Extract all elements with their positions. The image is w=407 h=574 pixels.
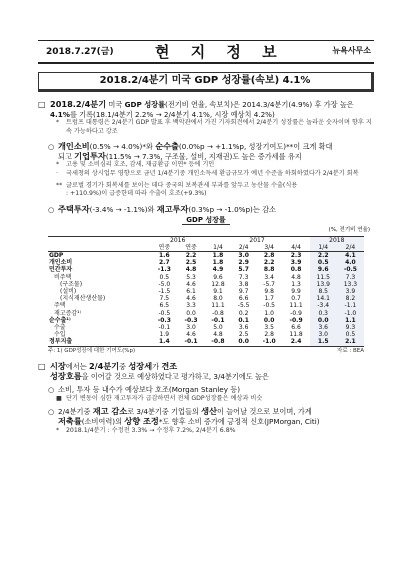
table-cell: 9.7 xyxy=(238,288,249,296)
table-row xyxy=(48,281,364,288)
office-name: 뉴욕사무소 xyxy=(332,46,371,55)
table-cell: 0.2 xyxy=(238,309,249,317)
table-cell: 13.3 xyxy=(337,281,364,288)
table-row xyxy=(48,252,364,260)
table-cell: 0.3 xyxy=(310,310,337,317)
table-cell: 8.8 xyxy=(263,266,275,274)
table-cell: 13.9 xyxy=(310,281,337,288)
table-cell: 1.6 xyxy=(159,252,170,259)
row-label: 비주택 xyxy=(54,273,72,281)
row-label: 재고증감¹⁾ xyxy=(54,309,82,317)
table-cell: 4.9 xyxy=(212,266,224,274)
item-trade: ○ 주택투자(-3.4% → -1.1%)와 재고투자(0.3%p → -1.0%p)는 감소 xyxy=(48,203,276,214)
table-row xyxy=(48,317,364,324)
table-cell: 0.5 xyxy=(310,259,337,266)
table-cell: 0.5 xyxy=(159,273,170,281)
table-cell: 3.6 xyxy=(238,324,249,332)
table-row xyxy=(48,295,364,302)
table-cell: 0.0 xyxy=(310,317,337,324)
table-cell: 1.1 xyxy=(337,317,364,324)
table-cell: 9.1 xyxy=(213,288,223,296)
year-2016: 2016 xyxy=(151,236,204,244)
consumer-note: ■ 단기 변동이 심한 재고투자가 급감하면서 전체 GDP성장률은 예상과 비슷 xyxy=(56,395,263,403)
table-cell: 9.3 xyxy=(337,324,364,331)
table-unit: (%, 전기비 연율) xyxy=(328,227,370,233)
circle-bullet-icon: ○ xyxy=(48,142,55,151)
table-cell: -5.7 xyxy=(263,280,275,288)
row-label: 수출 xyxy=(54,324,66,332)
table-cell: 7.3 xyxy=(238,273,249,281)
table-cell: 5.7 xyxy=(238,266,249,274)
consumption-note-1: * 고용 및 소비심리 호조, 감세, 재급환급 이연* 등에 기인 xyxy=(56,161,215,169)
table-cell: -1.5 xyxy=(158,288,171,296)
table-cell: 2.5 xyxy=(185,259,197,267)
table-footnote: 주: 1) GDP성장에 대한 기여도(%p) 자료 : BEA xyxy=(48,347,364,354)
table-row xyxy=(48,259,364,266)
table-cell: 1.8 xyxy=(212,252,224,259)
table-cell: 11.1 xyxy=(289,302,303,310)
table-cell: 1.7 xyxy=(264,295,274,303)
section-1-note: * 트럼프 대통령은 2/4분기 GDP 발표 후 백악관에서 가진 기자회견에서 2/4분기 성장률은 놀라운 숫자이며 향후 지속 가능하다고 강조 xyxy=(56,119,372,135)
table-cell: -0.9 xyxy=(290,309,302,317)
table-cell: 3.0 xyxy=(310,331,337,338)
circle-bullet-icon: ○ xyxy=(48,407,55,417)
table-cell: 1.0 xyxy=(264,309,274,317)
table-cell: 2.3 xyxy=(290,252,302,259)
table-cell: 3.3 xyxy=(186,302,196,310)
table-cell: 2.1 xyxy=(337,338,364,346)
table-cell: 2.7 xyxy=(159,259,170,267)
table-cell: 3.5 xyxy=(264,324,274,332)
square-bullet-icon: □ xyxy=(38,362,46,372)
item-consumer: ○ 소비, 투자 등 내수가 예상보다 호조(Morgan Stanley 등) xyxy=(48,385,240,395)
table-cell: 9.6 xyxy=(310,266,337,273)
row-label: 순수출¹⁾ xyxy=(49,316,71,324)
table-cell: 0.8 xyxy=(290,266,302,274)
table-cell: 1.3 xyxy=(291,280,301,288)
section-1 xyxy=(38,100,374,119)
circle-bullet-icon: ○ xyxy=(48,204,55,214)
gdp-table: 2016 2017 2018 연중 연중 1/4 2/4 3/4 4/4 1/4 2/4 GDP 1.6 2.2 1.8 3.0 2.8 2.3 2.2 4.1 개인소비 2.7 2.5 1.8 2.9 2.2 3.9 0.5 4.0 민간투자 -1.3 4.8 4.9 5.7 8.8 0.8 9.6 -0.5 비주택 0.5 5.3 9.6 7.3 3.4 4.8 11.5 7.3 (구조물) -5.0 4.6 12.8 3.8 -5.7 1.3 13.9 13.3 (설비) -1.5 6.1 9.1 9.7 9.8 9.9 8.5 3.9 (지식재산생산물) 7.5 4.6 8.0 6.6 1.7 0.7 14.1 8.2 주택 6.5 3.3 11.1 -5.5 -0.5 11.1 -3.4 -1.1 재고증감¹⁾ -0.5 0.0 -0.8 0.2 1.0 -0.9 0.3 -1.0 순수출¹⁾ -0.3 -0.3 -0.1 0.1 0.0 -0.9 0.0 1.1 수출 -0.1 3.0 5.0 3.6 3.5 6.6 3.6 9.3 수입 1.9 4.6 4.8 2.5 2.8 11.8 3.0 0.5 정부지출 1.4 -0.1 -0.8 0.0 -1.0 2.4 1.5 2.1 xyxy=(48,236,364,347)
circle-bullet-icon: ○ xyxy=(48,385,55,395)
table-row xyxy=(48,310,364,317)
table-cell: 4.6 xyxy=(186,280,196,288)
report-title: 현 지 정 보 xyxy=(155,43,285,61)
table-cell: 3.8 xyxy=(238,280,249,288)
table-cell: 9.9 xyxy=(291,288,301,296)
table-cell: -0.3 xyxy=(157,316,171,324)
table-cell: 5.3 xyxy=(186,273,196,281)
table-cell: 5.0 xyxy=(213,324,223,332)
table-row xyxy=(48,324,364,331)
header-rule-bottom xyxy=(38,62,374,64)
table-cell: 0.0 xyxy=(232,338,256,346)
table-cell: 6.1 xyxy=(186,288,196,296)
year-2018: 2018 xyxy=(310,236,364,244)
table-cell: 11.1 xyxy=(211,302,225,310)
table-cell: 3.9 xyxy=(290,259,302,267)
section-2: □ 시장에서는 2/4분기중 성장세가 견조 성장호름을 이어갈 것으로 예상하였다고 평가하고, 3/4분기에도 높은 xyxy=(38,361,269,381)
table-cell: 7.5 xyxy=(159,295,170,303)
table-cell: -0.9 xyxy=(289,316,303,324)
table-cell: -5.5 xyxy=(237,302,250,310)
row-label: GDP xyxy=(49,252,64,259)
table-cell: 1.4 xyxy=(151,338,178,346)
table-cell: -1.3 xyxy=(157,266,171,274)
table-cell: 6.5 xyxy=(159,302,170,310)
table-cell: 11.8 xyxy=(289,331,303,339)
table-cell: -0.1 xyxy=(178,338,205,346)
table-cell: -0.8 xyxy=(204,338,231,346)
table-cell: 14.1 xyxy=(310,295,337,302)
table-cell: -5.0 xyxy=(158,280,171,288)
table-cell: 8.0 xyxy=(213,295,223,303)
inventory-note: * 2018.1/4분기 : 수정전 3.3% → 수정후 7.2%, 2/4분기 6.8% xyxy=(56,426,236,434)
table-cell: 0.7 xyxy=(291,295,301,303)
row-label: 민간투자 xyxy=(49,266,73,274)
table-cell: -0.1 xyxy=(158,324,171,332)
table-cell: 2.4 xyxy=(283,338,310,346)
table-cell: 4.8 xyxy=(291,273,301,281)
table-row xyxy=(48,338,364,346)
table-cell: 6.6 xyxy=(238,295,249,303)
table-row xyxy=(48,302,364,309)
row-label: 수입 xyxy=(54,331,66,339)
table-title: GDP 성장률 xyxy=(38,216,374,226)
gdp-table-body xyxy=(48,252,364,347)
year-2017: 2017 xyxy=(204,236,309,244)
row-label: (설비) xyxy=(60,288,77,296)
table-cell: 8.5 xyxy=(310,288,337,295)
row-label: (지식재산생산물) xyxy=(60,295,106,303)
consumption-note-3: ** 글로벌 경기가 회복세를 보이는 데다 중국의 보복관세 부과를 앞두고 농산물 수출(식용 : +110.9%)이 급증한데 따라 수출이 호조(+9.3%) xyxy=(56,182,298,198)
table-cell: 7.3 xyxy=(337,274,364,281)
table-cell: -0.5 xyxy=(158,309,171,317)
table-cell: -0.8 xyxy=(212,309,224,317)
table-row xyxy=(48,266,364,273)
table-cell: 4.8 xyxy=(185,266,197,274)
table-cell: 4.1 xyxy=(337,252,364,260)
headline-box: 2018.2/4분기 미국 GDP 성장률(속보) 4.1% xyxy=(38,72,374,92)
table-row xyxy=(48,331,364,338)
row-label: (구조물) xyxy=(60,280,83,288)
table-cell: 1.5 xyxy=(310,338,337,346)
table-cell: 8.2 xyxy=(337,295,364,302)
item-consumption: ○ 개인소비(0.5% → 4.0%)*와 순수출(0.0%p → +1.1%p, 성장기여도)**이 크게 확대 되고 기업투자(11.5% → 7.3%, 구조물, 설비, 지재권)도 높은 증가세를 유지 xyxy=(48,141,333,161)
table-cell: 2.8 xyxy=(263,252,275,259)
table-cell: 2.9 xyxy=(238,259,249,267)
table-cell: 1.8 xyxy=(212,259,224,267)
table-cell: 3.0 xyxy=(186,324,196,332)
table-cell: 0.0 xyxy=(263,316,275,324)
table-cell: 9.6 xyxy=(213,273,223,281)
table-cell: 3.0 xyxy=(238,252,249,259)
table-cell: 4.0 xyxy=(337,259,364,266)
table-cell: -3.4 xyxy=(310,302,337,309)
table-cell: 2.2 xyxy=(263,259,275,267)
table-cell: 12.8 xyxy=(211,280,225,288)
table-cell: 2.8 xyxy=(264,331,274,339)
table-cell: 4.6 xyxy=(186,295,196,303)
table-cell: -0.5 xyxy=(337,266,364,273)
table-cell: 2.2 xyxy=(310,252,337,260)
table-cell: 3.4 xyxy=(264,273,274,281)
row-label: 개인소비 xyxy=(49,259,73,267)
section-1-text: 2018.2/4분기 미국 GDP 성장률(전기비 연율, 속보치)은 2014.3/4분기(4.9%) 후 가장 높은 4.1%를 기록(18.1/4분기 2.2% → 2/4분기 4.1%, 시장 예상치 4.2%) xyxy=(50,99,354,119)
table-cell: 9.8 xyxy=(264,288,274,296)
table-cell: 3.9 xyxy=(337,288,364,295)
consumption-note-2: · 국세청의 상시업무 영향으로 금년 1/4분기중 개인소득세 환급규모가 예년 수준을 하회하였다가 2/4분기 회복 xyxy=(56,169,359,177)
table-cell: 0.1 xyxy=(238,316,249,324)
table-cell: 6.6 xyxy=(291,324,301,332)
table-cell: 2.5 xyxy=(238,331,249,339)
table-cell: 4.6 xyxy=(186,331,196,339)
table-cell: -1.1 xyxy=(337,302,364,309)
table-cell: 0.0 xyxy=(186,309,196,317)
table-cell: 3.6 xyxy=(310,324,337,331)
table-cell: 11.5 xyxy=(310,274,337,281)
report-body xyxy=(38,100,374,435)
table-cell: 1.9 xyxy=(159,331,170,339)
table-cell: 4.8 xyxy=(213,331,223,339)
square-bullet-icon: □ xyxy=(38,100,46,109)
table-row xyxy=(48,274,364,281)
report-date: 2018.7.27(금) xyxy=(46,47,114,57)
table-cell: -1.0 xyxy=(256,338,283,346)
table-cell: -0.3 xyxy=(184,316,198,324)
table-cell: -0.5 xyxy=(263,302,275,310)
table-cell: -1.0 xyxy=(337,310,364,317)
table-cell: 0.5 xyxy=(337,331,364,338)
item-inventory: ○ 2/4분기중 재고 감소로 3/4분기중 기업들의 생산이 늘어날 것으로 보이며, 가계 저축률(소비여력)의 상향 조정*도 향후 소비 증가에 긍정적 신호(JPMorgan, Citi) xyxy=(48,406,320,427)
row-label: 주택 xyxy=(54,302,66,310)
row-label: 정부지출 xyxy=(48,338,151,346)
table-cell: -0.1 xyxy=(211,316,225,324)
table-cell: 2.2 xyxy=(185,252,197,259)
